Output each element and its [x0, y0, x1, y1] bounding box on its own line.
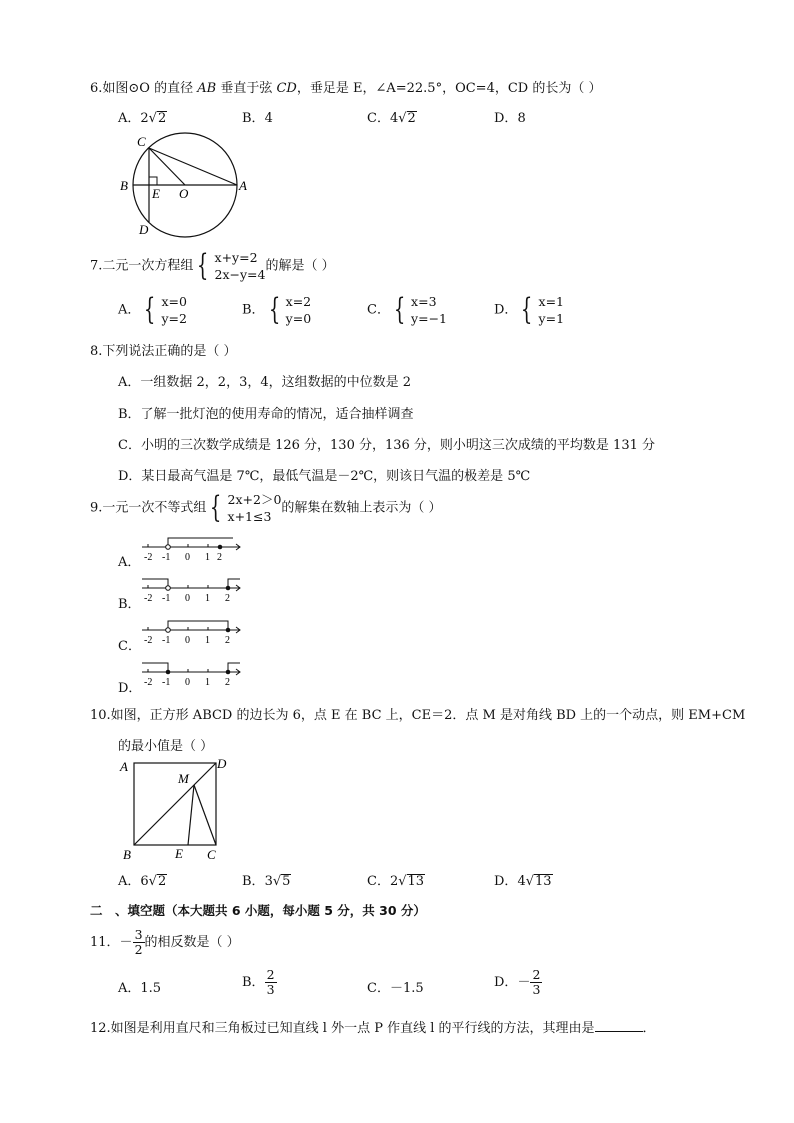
label-e: E	[152, 186, 160, 201]
axis-label: 2	[225, 593, 230, 604]
q10-stem-line1: 10.如图，正方形 ABCD 的边长为 6，点 E 在 BC 上，CE＝2．点 M 是对角线 BD 上的一个动点，则 EM+CM	[90, 708, 746, 723]
axis-label: -2	[144, 593, 153, 604]
q7-option-b: B． { x=2 y=0	[242, 292, 312, 327]
axis-label: 2	[225, 677, 230, 688]
q10-stem-line2: 的最小值是（ ）	[118, 739, 214, 754]
label-e: E	[175, 846, 183, 861]
q11-option-b: B． $\frac{2}{3}$	[242, 967, 275, 997]
segment-co	[149, 148, 185, 185]
q7-stem: 7.二元一次方程组 { x+y=2 2x−y=4 的解是（ ）	[90, 248, 335, 283]
q9-number-line-b	[140, 574, 245, 604]
q8-option-d: D．某日最高气温是 7℃，最低气温是－2℃，则该日气温的极差是 5℃	[118, 469, 531, 484]
axis-label: 0	[185, 552, 190, 563]
label-c: C	[207, 847, 216, 862]
axis-label: -1	[162, 593, 171, 604]
q10-square-figure	[115, 752, 240, 864]
q8-option-b: B．了解一批灯泡的使用寿命的情况，适合抽样调查	[118, 407, 414, 422]
axis-label: 0	[185, 677, 190, 688]
answer-blank[interactable]	[595, 1019, 643, 1032]
q10-option-a: A．6√2	[118, 874, 167, 889]
q11-stem: 11．－ $\frac{3}{2}$ 的相反数是（ ）	[90, 927, 240, 957]
label-o: O	[179, 186, 189, 201]
q10-option-b: B．3√5	[242, 874, 291, 889]
segment-em	[188, 785, 194, 845]
q10-option-c: C．2√13	[367, 874, 425, 889]
axis-label: 1	[205, 635, 210, 646]
q6-option-c: C．4√2	[367, 111, 416, 126]
q11-option-c: C．－1.5	[367, 981, 424, 996]
q7-option-d: D． { x=1 y=1	[494, 292, 565, 327]
q8-stem: 8.下列说法正确的是（ ）	[90, 344, 237, 359]
axis-label: 0	[185, 593, 190, 604]
q9-number-line-a	[140, 533, 245, 563]
q6-circle-figure	[115, 130, 255, 240]
axis-label: 2	[225, 635, 230, 646]
q8-option-c: C．小明的三次数学成绩是 126 分，130 分，136 分，则小明这三次成绩的平均数是 131 分	[118, 438, 655, 453]
q11-option-d: D．－ $\frac{2}{3}$	[494, 967, 541, 997]
q11-option-a: A．1.5	[118, 981, 162, 996]
q7-option-c: C． { x=3 y=−1	[367, 292, 448, 327]
q9-stem: 9.一元一次不等式组 { 2x+2＞0 x+1≤3 的解集在数轴上表示为（ ）	[90, 490, 442, 525]
axis-label: -1	[162, 677, 171, 688]
q9-number-line-c	[140, 616, 245, 646]
q6-stem: 6.如图⊙O 的直径 AB 垂直于弦 CD，垂足是 E，∠A=22.5°，OC=4，CD 的长为（ ）	[90, 81, 602, 96]
segment-ca	[149, 148, 237, 185]
q9-option-c-letter: C．	[118, 639, 141, 654]
axis-label: 1	[205, 593, 210, 604]
q9-option-a-letter: A．	[118, 555, 141, 570]
label-m: M	[178, 771, 189, 786]
section-2-heading: 二 、填空题（本大题共 6 小题，每小题 5 分，共 30 分）	[90, 903, 426, 918]
q6-option-b: B．4	[242, 111, 273, 126]
label-d: D	[139, 222, 149, 237]
diagonal-bd	[134, 763, 216, 845]
q7-option-a: A． { x=0 y=2	[118, 292, 187, 327]
label-d: D	[217, 756, 227, 771]
label-c: C	[137, 134, 146, 149]
q9-option-b-letter: B．	[118, 597, 141, 612]
label-b: B	[120, 178, 128, 193]
axis-label: -1	[162, 552, 171, 563]
q10-option-d: D．4√13	[494, 874, 552, 889]
axis-label: -2	[144, 677, 153, 688]
q6-option-a: A．2√2	[118, 111, 167, 126]
segment-cm	[194, 785, 216, 845]
label-a: A	[239, 178, 247, 193]
axis-label: -2	[144, 552, 153, 563]
axis-label: -1	[162, 635, 171, 646]
axis-label: 1	[205, 677, 210, 688]
q9-number-line-d	[140, 658, 245, 688]
label-a: A	[120, 759, 128, 774]
axis-label: 2	[217, 552, 222, 563]
q12-stem: 12.如图是利用直尺和三角板过已知直线 l 外一点 P 作直线 l 的平行线的方法，其理由是 ．	[90, 1021, 656, 1036]
axis-label: 1	[205, 552, 210, 563]
q6-option-d: D．8	[494, 111, 526, 126]
q9-option-d-letter: D．	[118, 681, 142, 696]
q8-option-a: A．一组数据 2，2，3，4，这组数据的中位数是 2	[118, 375, 412, 390]
label-b: B	[123, 847, 131, 862]
axis-label: -2	[144, 635, 153, 646]
right-angle-mark	[149, 177, 157, 185]
axis-label: 0	[185, 635, 190, 646]
